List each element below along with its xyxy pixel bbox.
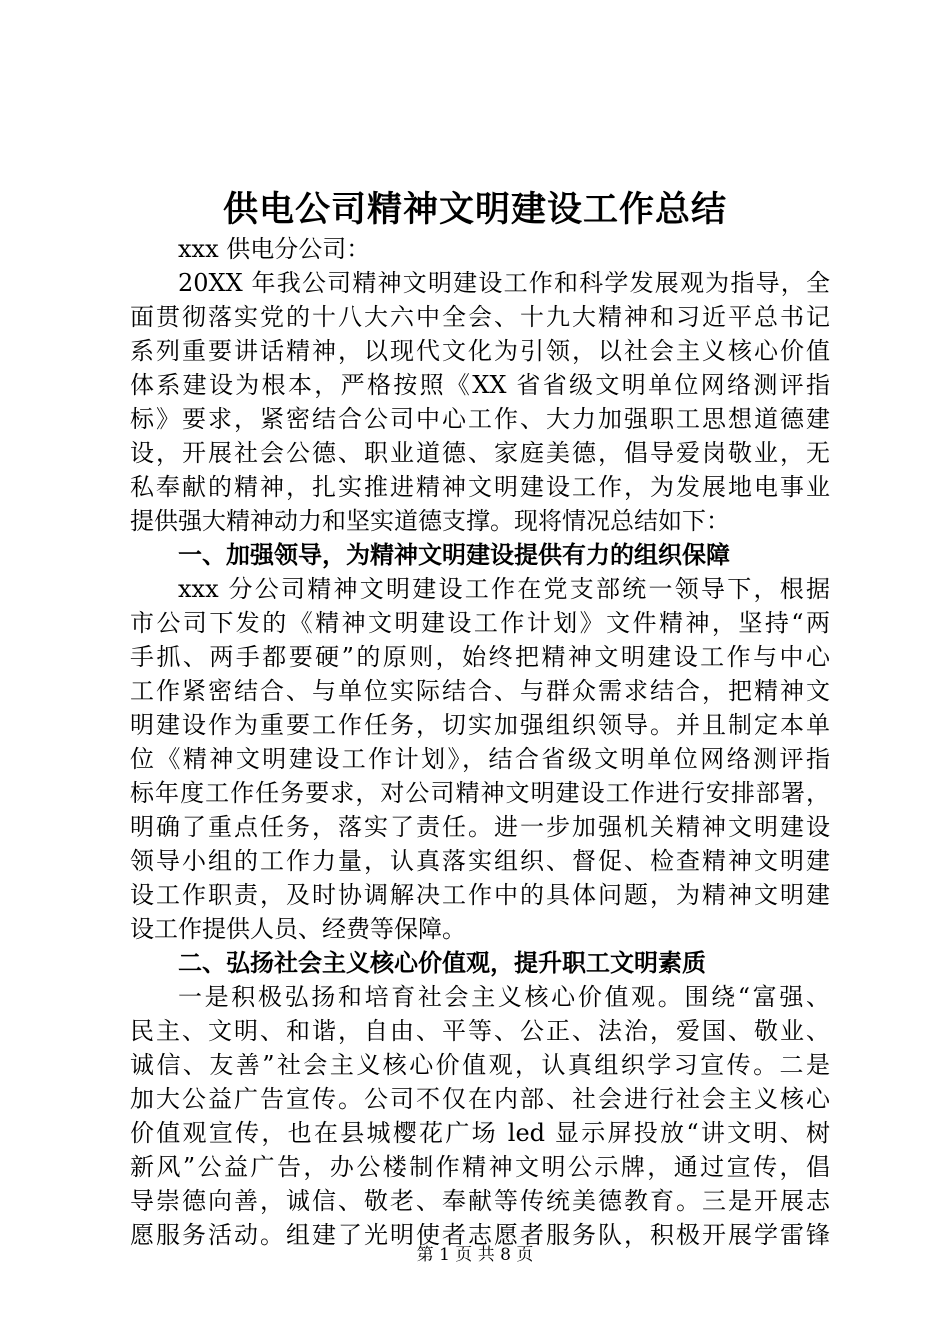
salutation-line: xxx 供电分公司： [178, 235, 371, 263]
document-title: 供电公司精神文明建设工作总结 [222, 190, 727, 230]
paragraph-line: 愿服务活动。组建了光明使者志愿者服务队，积极开展学雷锋 [130, 1221, 830, 1249]
paragraph-line: 工作紧密结合、与单位实际结合、与群众需求结合，把精神文 [130, 677, 830, 705]
paragraph-line: 体系建设为根本，严格按照《XX 省省级文明单位网络测评指 [130, 371, 830, 399]
section-heading-1: 一、加强领导，为精神文明建设提供有力的组织保障 [178, 541, 730, 569]
paragraph-line: 提供强大精神动力和坚实道德支撑。现将情况总结如下： [130, 507, 730, 535]
paragraph-line: 面贯彻落实党的十八大六中全会、十九大精神和习近平总书记 [130, 303, 830, 331]
paragraph-line: 标》要求，紧密结合公司中心工作、大力加强职工思想道德建 [130, 405, 830, 433]
paragraph-line: xxx 分公司精神文明建设工作在党支部统一领导下，根据 [178, 575, 830, 603]
paragraph-line: 位《精神文明建设工作计划》，结合省级文明单位网络测评指 [130, 745, 830, 773]
paragraph-line: 诚信、友善”社会主义核心价值观，认真组织学习宣传。二是 [130, 1051, 830, 1079]
paragraph-line: 民主、文明、和谐，自由、平等、公正、法治，爱国、敬业、 [130, 1017, 830, 1045]
paragraph-line: 加大公益广告宣传。公司不仅在内部、社会进行社会主义核心 [130, 1085, 830, 1113]
section-heading-2: 二、弘扬社会主义核心价值观，提升职工文明素质 [178, 949, 706, 977]
paragraph-line: 导崇德向善，诚信、敬老、奉献等传统美德教育。三是开展志 [130, 1187, 830, 1215]
paragraph-line: 明建设作为重要工作任务，切实加强组织领导。并且制定本单 [130, 711, 830, 739]
paragraph-line: 20XX 年我公司精神文明建设工作和科学发展观为指导，全 [178, 269, 830, 297]
paragraph-line: 私奉献的精神，扎实推进精神文明建设工作，为发展地电事业 [130, 473, 830, 501]
paragraph-line: 价值观宣传，也在县城樱花广场 led 显示屏投放“讲文明、树 [130, 1119, 830, 1147]
paragraph-line: 一是积极弘扬和培育社会主义核心价值观。围绕“富强、 [178, 983, 830, 1011]
paragraph-line: 新风”公益广告，办公楼制作精神文明公示牌，通过宣传，倡 [130, 1153, 830, 1181]
paragraph-line: 设工作职责，及时协调解决工作中的具体问题，为精神文明建 [130, 881, 830, 909]
paragraph-line: 设工作提供人员、经费等保障。 [130, 915, 466, 943]
document-body [130, 232, 830, 1252]
paragraph-line: 领导小组的工作力量，认真落实组织、督促、检查精神文明建 [130, 847, 830, 875]
page-number-footer: 第 1 页 共 8 页 [416, 1245, 534, 1265]
paragraph-line: 系列重要讲话精神，以现代文化为引领，以社会主义核心价值 [130, 337, 830, 365]
paragraph-line: 明确了重点任务，落实了责任。进一步加强机关精神文明建设 [130, 813, 830, 841]
paragraph-line: 标年度工作任务要求，对公司精神文明建设工作进行安排部署， [130, 779, 830, 807]
paragraph-line: 市公司下发的《精神文明建设工作计划》文件精神，坚持“两 [130, 609, 830, 637]
paragraph-line: 手抓、两手都要硬”的原则，始终把精神文明建设工作与中心 [130, 643, 830, 671]
paragraph-line: 设，开展社会公德、职业道德、家庭美德，倡导爱岗敬业，无 [130, 439, 830, 467]
